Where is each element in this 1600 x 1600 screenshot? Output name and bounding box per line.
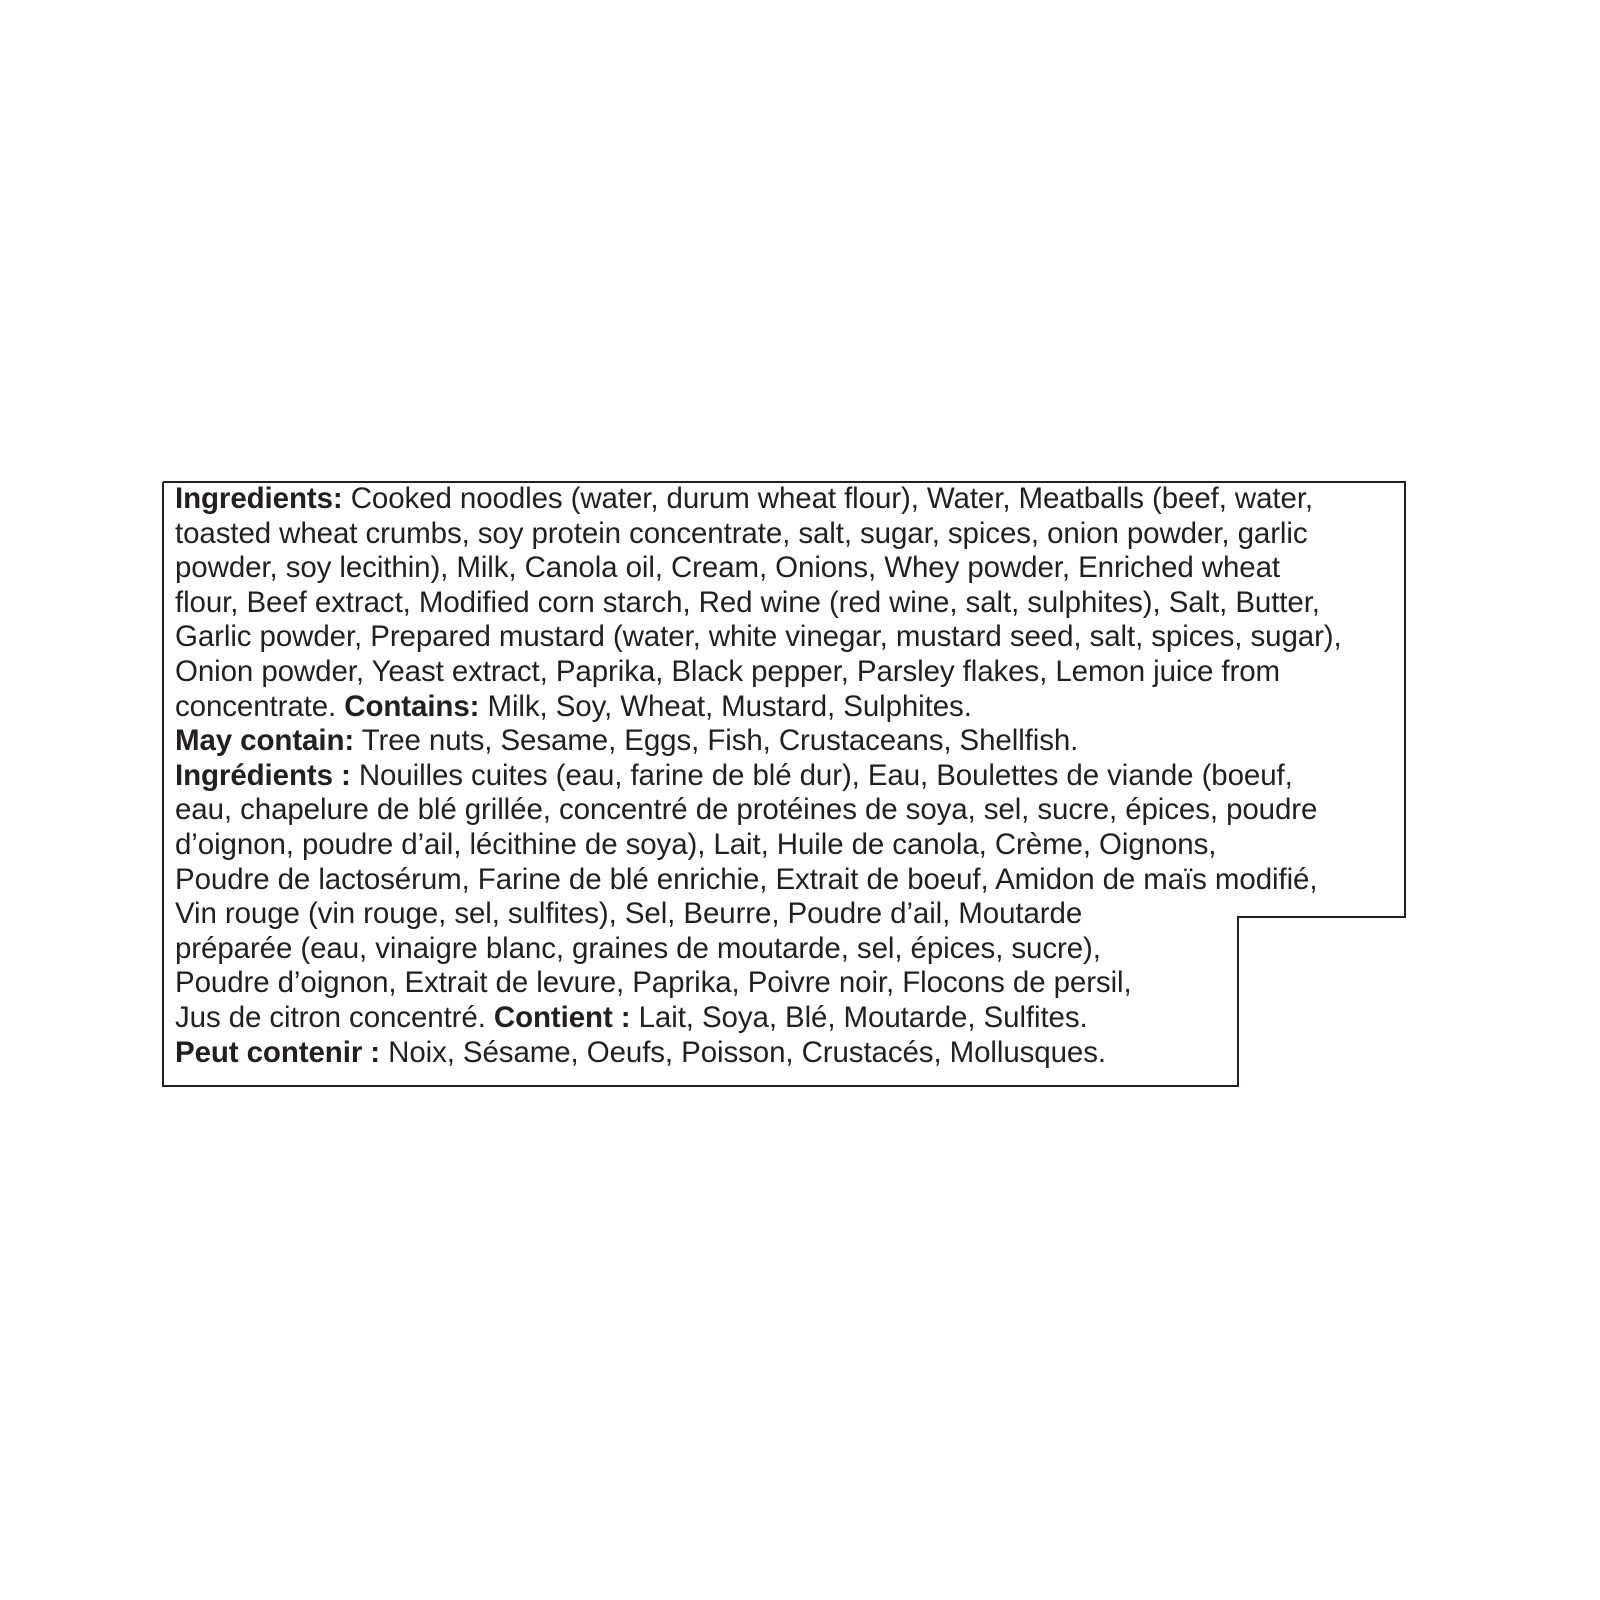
en-ingredients-line-6: Onion powder, Yeast extract, Paprika, Black pepper, Parsley flakes, Lemon juice from — [175, 654, 1280, 688]
en-may-contain-heading: May contain: — [175, 724, 355, 758]
en-ingredients-line-4: flour, Beef extract, Modified corn starch, Red wine (red wine, salt, sulphites), Salt, Butter, — [175, 585, 1320, 619]
fr-may-contain-text: Noix, Sésame, Oeufs, Poisson, Crustacés, Mollusques. — [380, 1035, 1106, 1069]
en-contains-heading: Contains: — [344, 689, 480, 723]
fr-ingredients-line-2: eau, chapelure de blé grillée, concentré de protéines de soya, sel, sucre, épices, poudre — [175, 793, 1318, 827]
en-may-contain-line — [175, 724, 1405, 759]
en-ingredients-heading: Ingredients: — [175, 482, 343, 515]
en-ingredients-line-5: Garlic powder, Prepared mustard (water, white vinegar, mustard seed, salt, spices, sugar), — [175, 620, 1342, 654]
fr-ingredients-line-6: préparée (eau, vinaigre blanc, graines de moutarde, sel, épices, sucre), — [175, 931, 1101, 965]
en-ingredients-line-1: Ingredients: Cooked noodles (water, durum wheat flour), Water, Meatballs (beef, water, — [175, 482, 1314, 515]
en-ingredients-line-7: concentrate. Contains: Milk, Soy, Wheat, Mustard, Sulphites. — [175, 689, 972, 723]
fr-ingredients-line-3: d’oignon, poudre d’ail, lécithine de soya), Lait, Huile de canola, Crème, Oignons, — [175, 827, 1217, 861]
en-may-contain-text: Tree nuts, Sesame, Eggs, Fish, Crustaceans, Shellfish. — [354, 724, 1079, 758]
fr-may-contain-line — [175, 1036, 1405, 1071]
en-ingredients-line-3: powder, soy lecithin), Milk, Canola oil, Cream, Onions, Whey powder, Enriched wheat — [175, 551, 1281, 585]
fr-ingredients-line-4: Poudre de lactosérum, Farine de blé enrichie, Extrait de boeuf, Amidon de maïs modifié, — [175, 862, 1318, 896]
fr-contains-text: Lait, Soya, Blé, Moutarde, Sulfites. — [630, 1000, 1088, 1034]
fr-ingredients-line-8: Jus de citron concentré. Contient : Lait, Soya, Blé, Moutarde, Sulfites. — [175, 1000, 1088, 1034]
fr-ingredients-line-5: Vin rouge (vin rouge, sel, sulfites), Sel, Beurre, Poudre d’ail, Moutarde — [175, 897, 1083, 931]
ingredients-label — [175, 482, 1405, 1070]
fr-may-contain-heading: Peut contenir : — [175, 1035, 381, 1069]
fr-contains-heading: Contient : — [493, 1000, 631, 1034]
fr-ingredients-line-7: Poudre d’oignon, Extrait de levure, Paprika, Poivre noir, Flocons de persil, — [175, 966, 1132, 1000]
fr-ingredients-line-1: Ingrédients : Nouilles cuites (eau, farine de blé dur), Eau, Boulettes de viande (boeuf, — [175, 758, 1293, 792]
fr-ingredients-heading: Ingrédients : — [175, 758, 351, 792]
en-ingredients-line-2: toasted wheat crumbs, soy protein concentrate, salt, sugar, spices, onion powder, garlic — [175, 516, 1308, 550]
en-contains-text: Milk, Soy, Wheat, Mustard, Sulphites. — [479, 689, 972, 723]
